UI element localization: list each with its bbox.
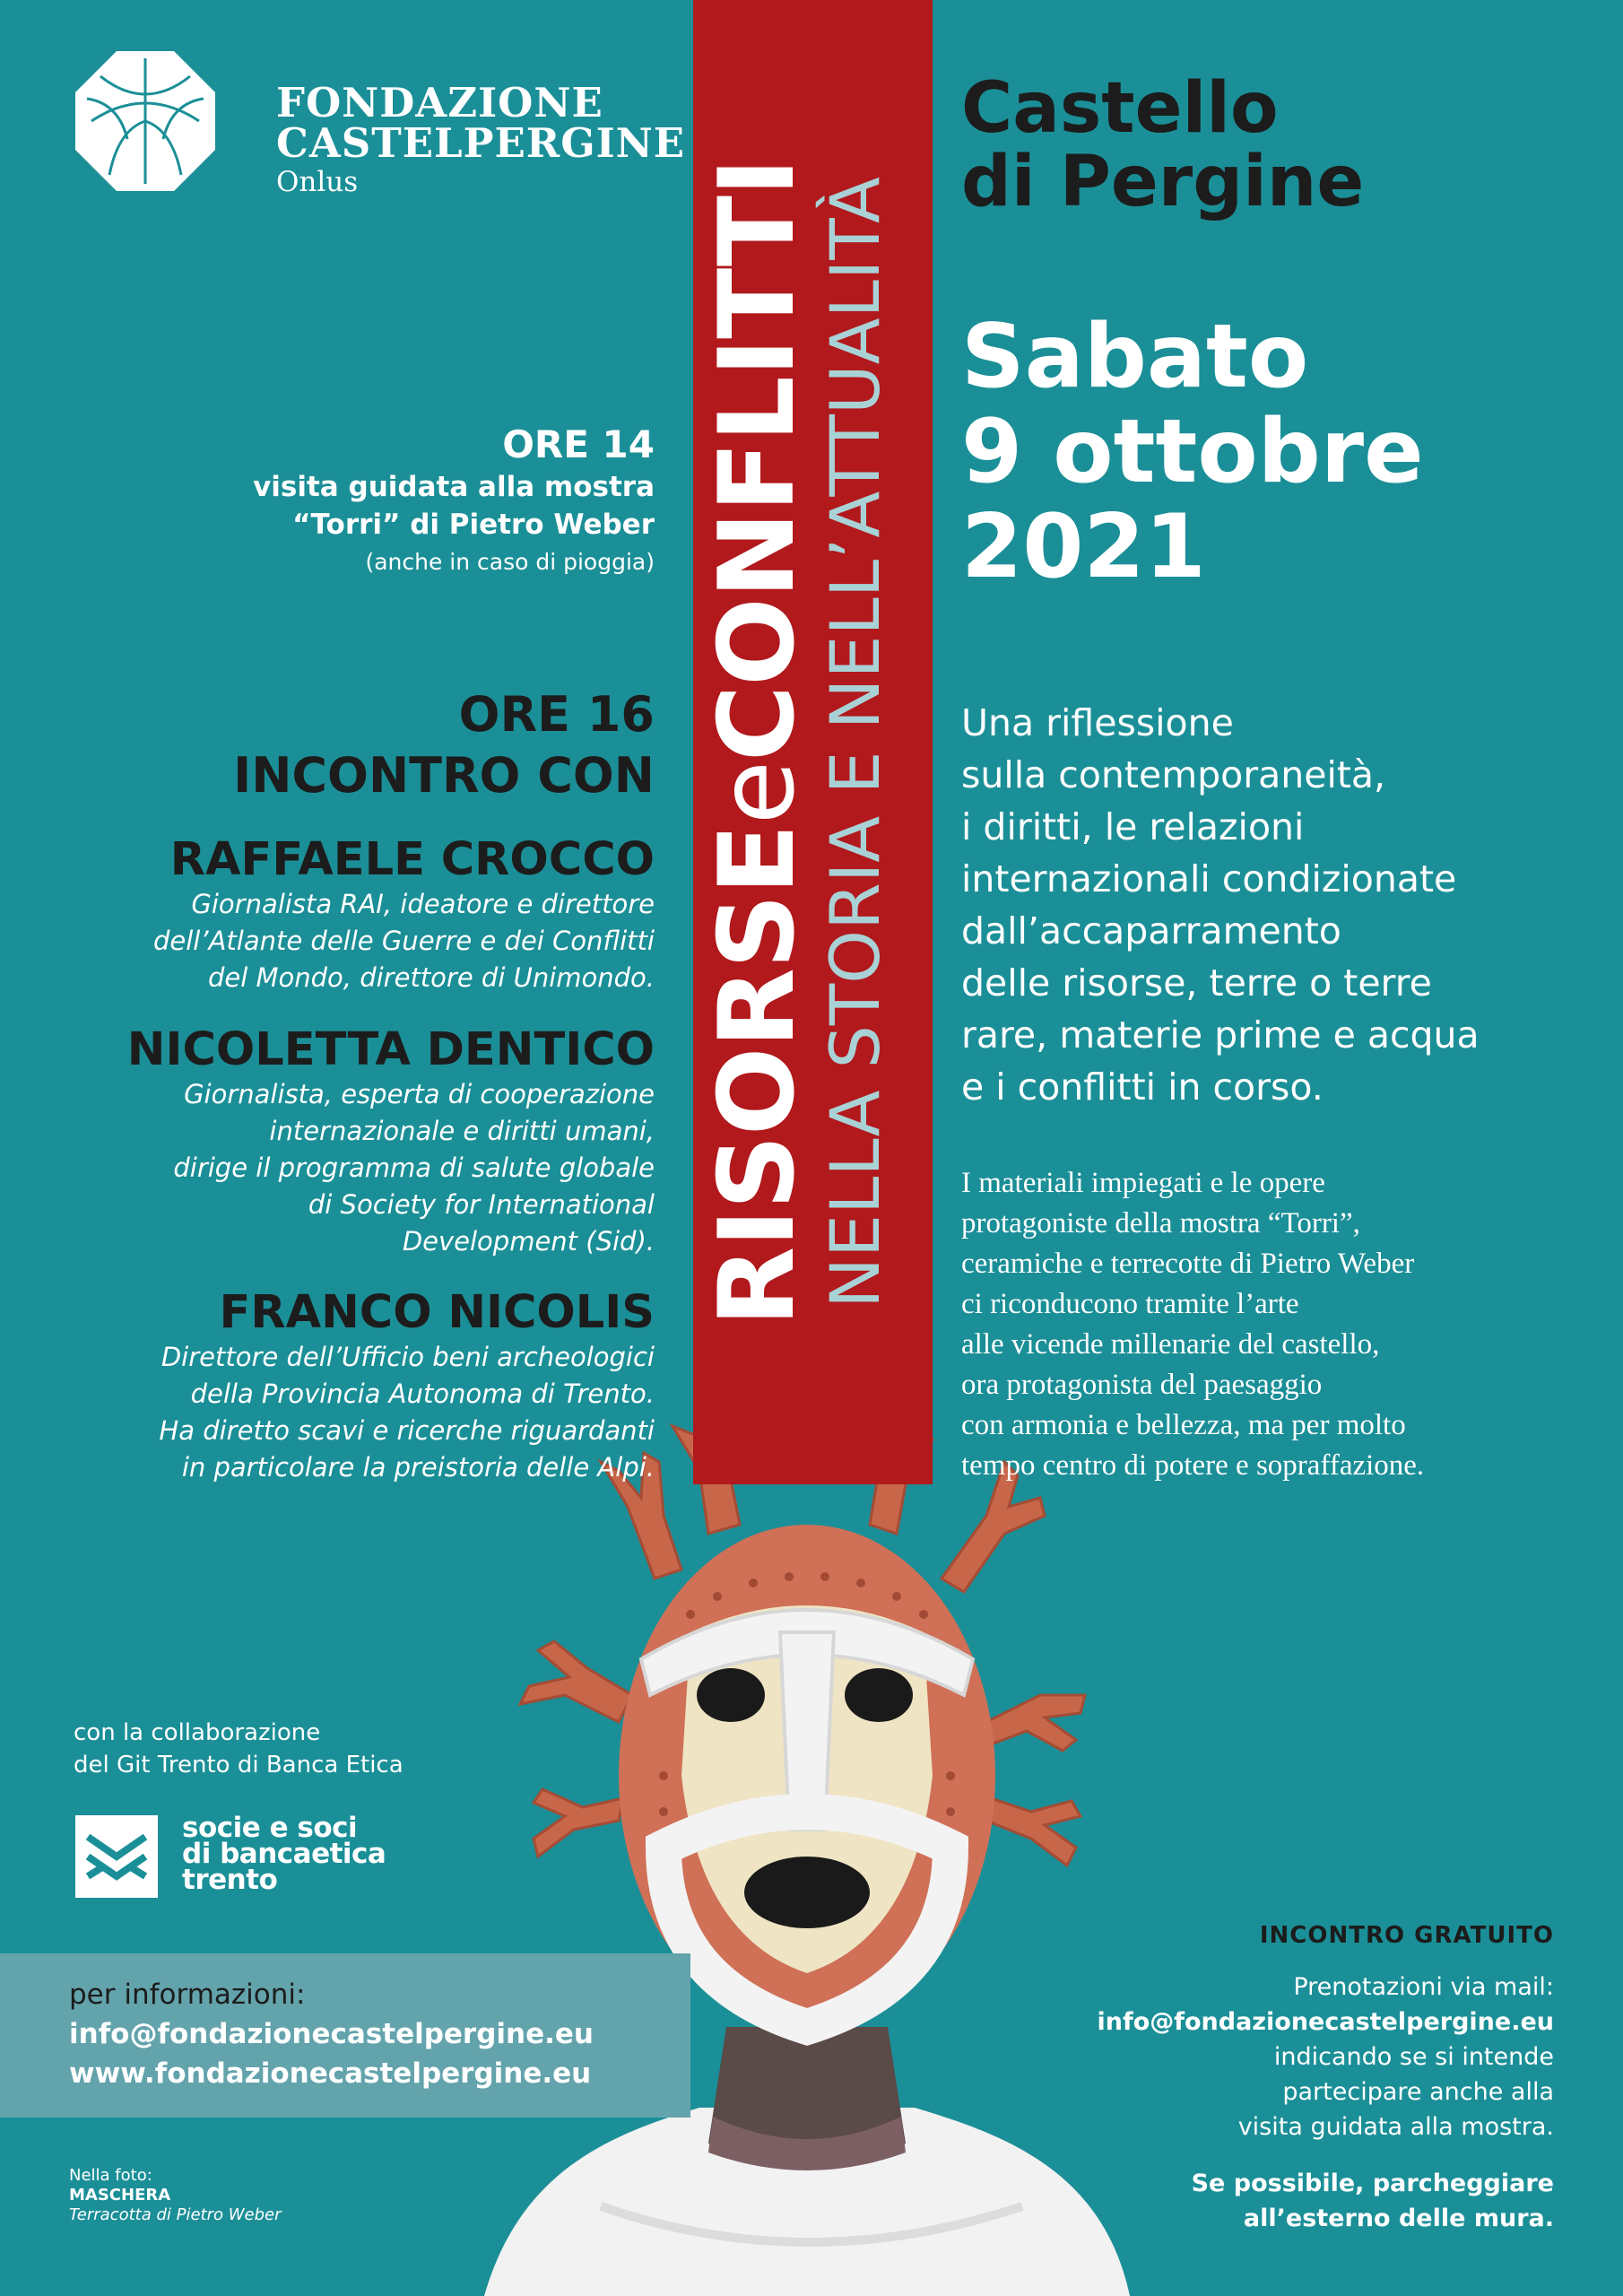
exhibition-line: I materiali impiegati e le opere [961,1167,1325,1199]
program-ore-16 [233,684,655,806]
photo-caption [69,2166,282,2225]
event-title [697,43,920,1442]
speaker-raffaele-crocco [153,834,655,996]
exhibition-description [961,1163,1589,1486]
speaker-bio-line: Ha diretto scavi e ricerche riguardanti [159,1415,655,1446]
speaker-bio-line: del Mondo, direttore di Unimondo. [207,962,655,993]
banca-etica-logo-text [182,1812,386,1896]
booking-title: INCONTRO GRATUITO [1259,1922,1554,1949]
description-line: delle risorse, terre o terre [961,961,1432,1004]
caption-line-1: Nella foto: [69,2166,152,2185]
banca-line-2: di bancaetica [182,1838,386,1870]
venue-line-2: di Pergine [961,142,1365,222]
ore-14-heading: ORE 14 [502,422,655,466]
description-line: dall’accaparramento [961,909,1341,952]
exhibition-line: ora protagonista del paesaggio [961,1369,1323,1401]
speaker-nicoletta-dentico [127,1024,655,1260]
mask-sculpture-image [484,1399,1130,2296]
ore-14-note: (anche in caso di pioggia) [365,549,655,575]
booking-line-3: partecipare anche alla [1282,2078,1554,2106]
date-line-2: 9 ottobre [961,401,1424,503]
speaker-bio-line: Direttore dell’Ufficio beni archeologici [161,1342,655,1372]
caption-line-2: MASCHERA [69,2186,171,2205]
event-subtitle: NELLA STORIA E NELL’ATTUALITÀ [815,177,895,1309]
speaker-bio-line: dell’Atlante delle Guerre e dei Conflitti [152,926,655,956]
description-line: internazionali condizionate [961,857,1457,900]
banca-line-1: socie e soci [182,1812,358,1844]
event-title-main [697,43,818,1442]
ore-14-line-1: visita guidata alla mostra [253,471,655,503]
event-date [961,306,1424,598]
title-part-e: e [697,761,818,825]
parking-line-1: Se possibile, parcheggiare [1191,2170,1554,2197]
booking-text [1097,1970,1554,2144]
collaboration-line-1: con la collaborazione [74,1719,321,1746]
booking-line-1: Prenotazioni via mail: [1293,1973,1554,2001]
info-label: per informazioni: [69,1979,306,2011]
description-line: rare, materie prime e acqua [961,1013,1480,1057]
exhibition-line: protagoniste della mostra “Torri”, [961,1207,1360,1239]
speaker-bio-line: Giornalista RAI, ideatore e direttore [191,889,655,919]
event-description [961,697,1589,1113]
speaker-bio-line: Development (Sid). [402,1226,655,1257]
parking-note [1192,2166,1554,2236]
speaker-bio-line: Giornalista, esperta di cooperazione [184,1079,655,1109]
program-ore-14 [253,422,655,581]
speaker-name: NICOLETTA DENTICO [126,1023,655,1076]
title-part-risorse: RISORSE [697,824,818,1327]
info-email-link[interactable]: info@fondazionecastelpergine.eu [69,2018,595,2050]
ore-16-line-1: ORE 16 [458,686,655,743]
speaker-bio-line: della Provincia Autonoma di Trento. [190,1378,655,1409]
collaboration-text [74,1717,404,1781]
exhibition-line: ci riconducono tramite l’arte [961,1288,1299,1320]
venue-line-1: Castello [961,68,1279,149]
speaker-bio-line: di Society for International [308,1189,655,1220]
description-line: Una riflessione [961,701,1234,744]
speaker-name: FRANCO NICOLIS [219,1286,655,1339]
title-part-conflitti: CONFLITTI [697,158,818,762]
banca-etica-logo-icon [75,1815,158,1898]
fondazione-logo-text [276,79,686,198]
description-line: sulla contemporaneità, [961,753,1386,796]
speaker-bio-line: in particolare la preistoria delle Alpi. [181,1452,655,1483]
banca-line-3: trento [182,1864,278,1896]
description-line: e i conflitti in corso. [961,1065,1324,1109]
exhibition-line: tempo centro di potere e sopraffazione. [961,1449,1425,1482]
booking-line-4: visita guidata alla mostra. [1237,2113,1554,2141]
caption-line-3: Terracotta di Pietro Weber [69,2205,282,2224]
collaboration-line-2: del Git Trento di Banca Etica [74,1752,404,1779]
logo-line-3: Onlus [276,166,359,198]
fondazione-logo-icon [74,49,217,193]
date-line-1: Sabato [961,306,1309,408]
ore-16-line-2: INCONTRO CON [233,747,655,804]
booking-email-link[interactable]: info@fondazionecastelpergine.eu [1097,2008,1554,2036]
logo-line-2: CASTELPERGINE [276,119,686,167]
logo-line-1: FONDAZIONE [276,79,603,126]
venue [961,68,1365,222]
exhibition-line: alle vicende millenarie del castello, [961,1328,1380,1361]
parking-line-2: all’esterno delle mura. [1243,2205,1554,2232]
speaker-bio-line: internazionale e diritti umani, [269,1116,655,1146]
speaker-name: RAFFAELE CROCCO [169,833,655,886]
speaker-bio-line: dirige il programma di salute globale [173,1152,655,1183]
info-website-link[interactable]: www.fondazionecastelpergine.eu [69,2057,592,2090]
description-line: i diritti, le relazioni [961,805,1305,848]
ore-14-line-2: “Torri” di Pietro Weber [292,509,655,541]
date-line-3: 2021 [961,496,1206,598]
speaker-franco-nicolis [159,1287,655,1486]
exhibition-line: con armonia e bellezza, ma per molto [961,1409,1406,1441]
exhibition-line: ceramiche e terrecotte di Pietro Weber [961,1248,1415,1280]
booking-line-2: indicando se si intende [1273,2043,1554,2071]
